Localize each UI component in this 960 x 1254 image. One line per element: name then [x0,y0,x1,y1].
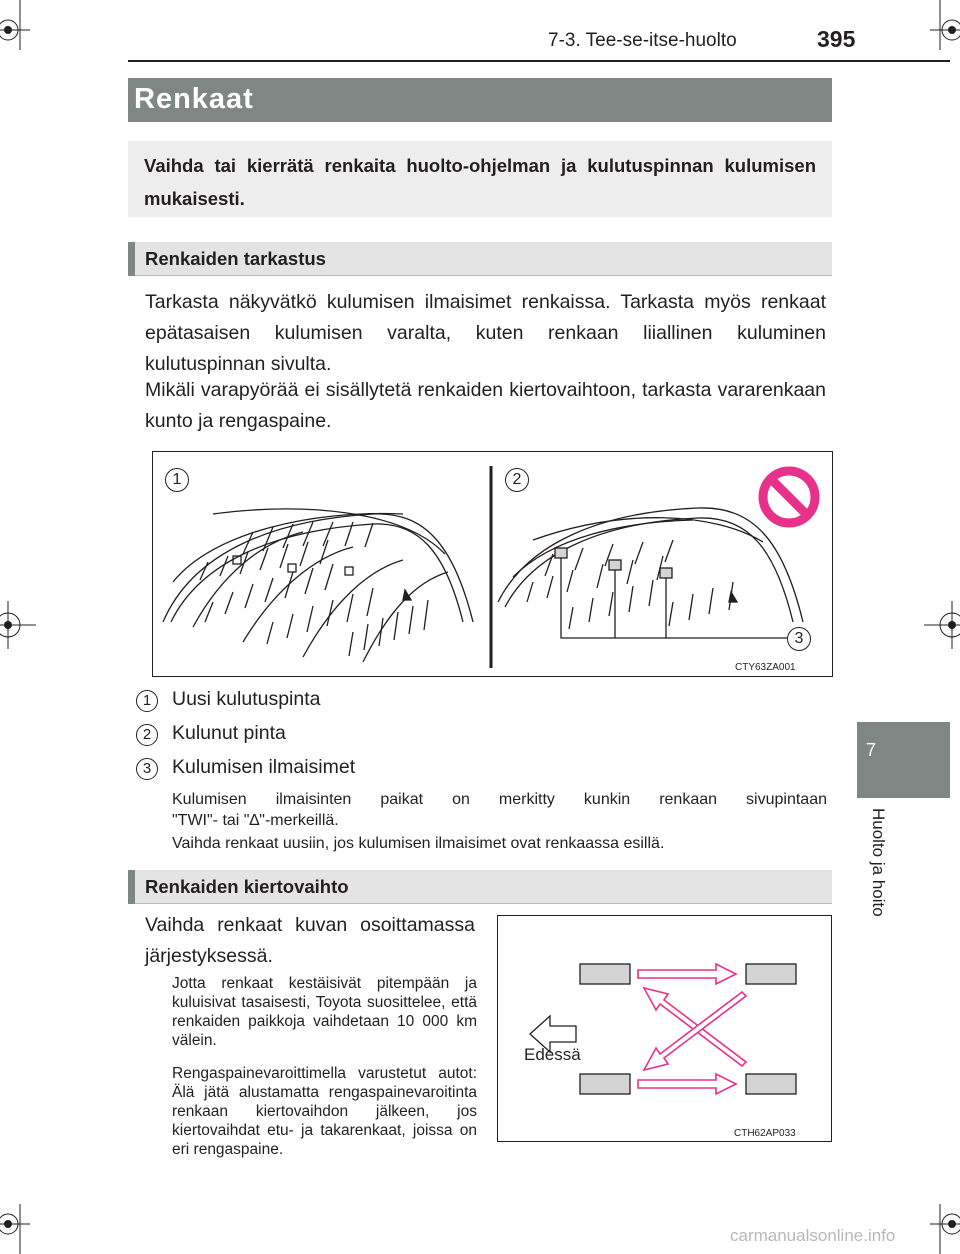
inspection-paragraph-1: Tarkasta näkyvätkö kulumisen ilmaisimet renkaissa. Tarkasta myös renkaat epätasaisen kulumisen varalta, kuten renkaan liiallinen kuluminen kulutuspinnan sivulta. [145,291,826,375]
tire-rear-right [746,1074,796,1094]
rotation-note-2: Rengaspainevaroittimella varustetut autot: Älä jätä alustamatta rengaspainevaroitinta renkaan kiertovaihdon jälkeen, jos kiertovaihdat etu- ja takarenkaat, joissa on eri rengaspaine. [172,1065,477,1158]
legend-text: Uusi kulutuspinta [172,688,321,710]
crop-mark-mid-left [0,595,40,655]
legend-number: 2 [136,724,158,746]
inspection-note-line-3: Vaihda renkaat uusiin, jos kulumisen ilmaisimet ovat renkaassa esillä. [172,835,665,852]
page-title: Renkaat [134,83,254,115]
inspection-note-line-2: "TWI"- tai "∆"-merkeillä. [172,812,339,829]
legend-number: 3 [136,758,158,780]
tire-wear-figure [152,451,833,677]
chapter-label: Huolto ja hoito [869,808,888,917]
rotation-figure-code: CTH62AP033 [734,1128,796,1139]
chapter-number: 7 [865,740,876,760]
inspection-note-line-1: Kulumisen ilmaisinten paikat on merkitty kunkin renkaan sivupintaan [172,791,827,808]
subheading-inspection [128,242,832,276]
crop-mark-bottom-left [0,1194,40,1254]
legend-text: Kulunut pinta [172,722,286,744]
tire-rotation-illustration [498,916,832,1142]
legend-number: 1 [136,690,158,712]
figure-label-2: 2 [505,468,529,492]
prohibited-icon [763,471,815,523]
page-title-bar [128,78,832,122]
crop-mark-top-left [0,0,40,60]
tire-rear-left [746,964,796,984]
figure-label-3: 3 [787,627,811,651]
watermark: carmanualsonline.info [730,1226,896,1245]
inspection-paragraph-2: Mikäli varapyörää ei sisällytetä renkaiden kiertovaihtoon, tarkasta vararenkaan kunto ja rengaspaine. [145,379,826,432]
tire-rotation-figure [497,915,832,1142]
crop-mark-top-right [920,0,960,60]
header-rule [128,60,950,62]
front-label: Edessä [524,1045,581,1064]
tire-front-left [580,964,630,984]
page-number: 395 [817,26,856,52]
subheading-rotation-text: Renkaiden kiertovaihto [145,876,349,897]
intro-box: Vaihda tai kierrätä renkaita huolto-ohjelman ja kulutuspinnan kulumisen mukaisesti. [128,141,832,217]
rotation-paragraph: Vaihda renkaat kuvan osoittamassa järjestyksessä. [145,914,475,967]
legend-text: Kulumisen ilmaisimet [172,756,356,778]
subheading-rotation [128,870,832,904]
tire-front-right [580,1074,630,1094]
section-header: 7-3. Tee-se-itse-huolto [548,30,737,51]
subheading-inspection-text: Renkaiden tarkastus [145,248,326,269]
figure-label-1: 1 [165,468,189,492]
rotation-note-1: Jotta renkaat kestäisivät pitempään ja kuluisivat tasaisesti, Toyota suosittelee, että renkaiden paikkoja vaihdetaan 10 000 km välein. [172,975,477,1049]
tire-wear-illustration [153,452,833,677]
crop-mark-bottom-right [920,1194,960,1254]
figure-code: CTY63ZA001 [735,662,796,673]
crop-mark-mid-right [920,595,960,655]
